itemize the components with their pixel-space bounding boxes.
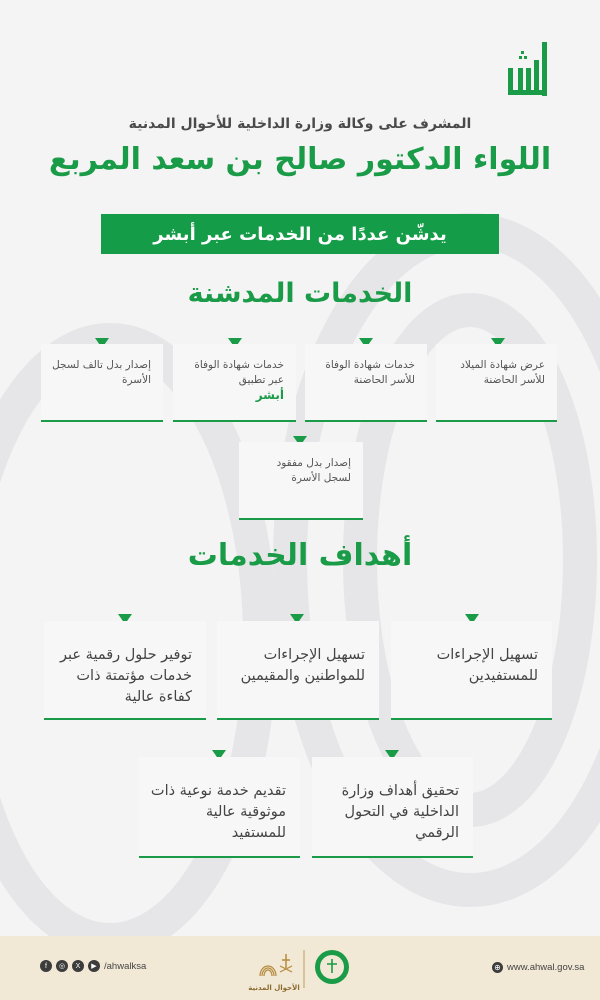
service-card-text: إصدار بدل مفقود لسجل الأسرة — [276, 457, 351, 484]
goals-section-title: أهداف الخدمات — [187, 538, 413, 573]
absher-logo — [504, 40, 550, 98]
services-section-title: الخدمات المدشنة — [187, 278, 413, 309]
goal-card-text: تقديم خدمة نوعية ذات موثوقية عالية للمستفيد — [150, 783, 286, 841]
ministry-of-interior-emblem-icon — [315, 950, 349, 984]
absher-highlight: أبشر — [255, 388, 284, 402]
page-title: اللواء الدكتور صالح بن سعد المربع — [48, 142, 552, 177]
saudi-emblem-icon — [280, 954, 292, 972]
supervisor-caption: المشرف على وكالة وزارة الداخلية للأحوال المدنية — [128, 116, 472, 132]
goal-card — [217, 621, 379, 720]
goal-card — [44, 621, 206, 720]
goal-card — [312, 757, 473, 858]
social-links — [40, 960, 146, 972]
service-card-text: عرض شهادة الميلاد للأسر الحاضنة — [460, 359, 545, 386]
globe-icon: ⊕ — [492, 962, 503, 973]
service-card — [436, 344, 557, 422]
website-link[interactable] — [492, 962, 584, 973]
website-url[interactable]: www.ahwal.gov.sa — [507, 962, 585, 973]
goal-card — [391, 621, 552, 720]
agency-name: الأحوال المدنية — [248, 984, 300, 992]
service-card-text: خدمات شهادة الوفاة عبر تطبيق — [194, 359, 284, 386]
announcement-banner: يدشّن عددًا من الخدمات عبر أبشر — [101, 214, 499, 254]
facebook-icon[interactable]: f — [40, 960, 52, 972]
service-card-text: خدمات شهادة الوفاة للأسر الحاضنة — [325, 359, 415, 386]
goal-card-text: توفير حلول رقمية عبر خدمات مؤتمتة ذات كفاءة عالية — [60, 647, 192, 705]
service-card — [173, 344, 296, 422]
footer-bar — [0, 936, 600, 1000]
civil-affairs-fingerprint-icon — [260, 966, 276, 976]
x-icon[interactable]: X — [72, 960, 84, 972]
goal-card — [139, 757, 300, 858]
social-handle[interactable]: /ahwalksa — [104, 960, 147, 972]
goal-card-text: تحقيق أهداف وزارة الداخلية في التحول الرقمي — [341, 783, 459, 841]
service-card-text: إصدار بدل تالف لسجل الأسرة — [52, 359, 151, 386]
youtube-icon[interactable]: ▶ — [88, 960, 100, 972]
instagram-icon[interactable]: ◎ — [56, 960, 68, 972]
service-card — [41, 344, 163, 422]
service-card — [305, 344, 427, 422]
service-card — [239, 442, 363, 520]
goal-card-text: تسهيل الإجراءات للمستفيدين — [436, 647, 538, 684]
goal-card-text: تسهيل الإجراءات للمواطنين والمقيمين — [240, 647, 365, 684]
